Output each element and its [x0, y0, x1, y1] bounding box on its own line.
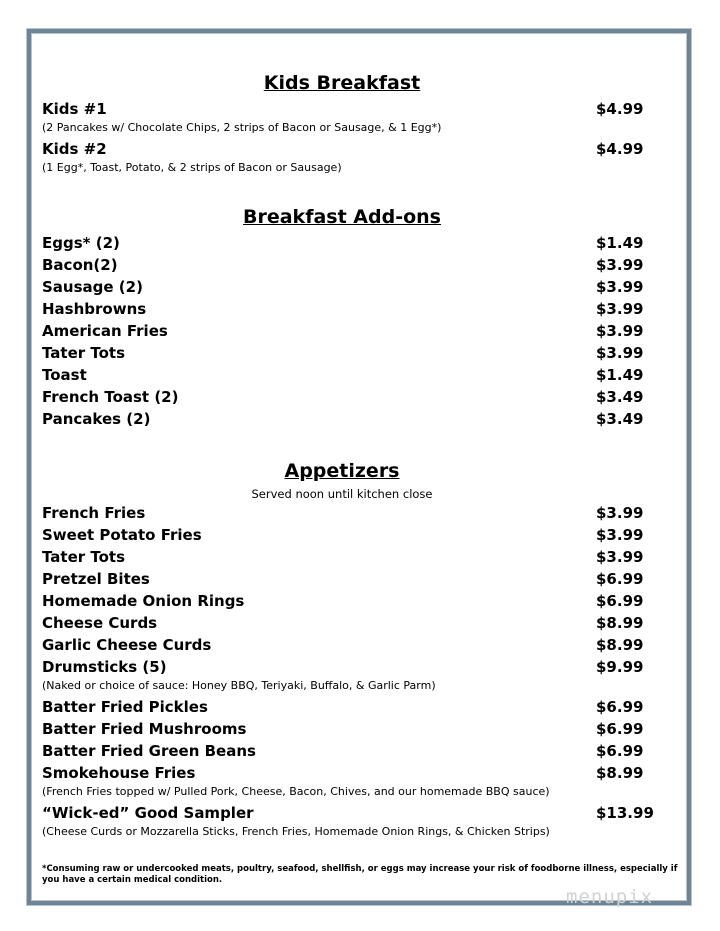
menu-item [42, 342, 642, 364]
menu-item-price: $6.99 [596, 720, 644, 738]
menu-content [42, 68, 654, 842]
menu-item [42, 524, 642, 546]
menu-item-name: Batter Fried Green Beans [42, 742, 256, 760]
section-title-appetizers: Appetizers [284, 460, 400, 482]
menu-item [42, 546, 642, 568]
menu-item [42, 298, 642, 320]
menu-item-name: Sweet Potato Fries [42, 526, 202, 544]
menu-item-price: $3.99 [596, 256, 644, 274]
menu-item-price: $6.99 [596, 592, 644, 610]
menu-item-price: $3.49 [596, 410, 644, 428]
menu-item [42, 590, 642, 612]
menu-item-description: (1 Egg*, Toast, Potato, & 2 strips of Bacon or Sausage) [42, 161, 342, 174]
menu-item-name: “Wick-ed” Good Sampler [42, 804, 254, 822]
menu-item [42, 254, 642, 276]
menu-item-price: $3.99 [596, 322, 644, 340]
menu-item [42, 740, 642, 762]
footnote: *Consuming raw or undercooked meats, poultry, seafood, shellfish, or eggs may increase your risk of foodborne illness, especially if you have a certain medical condition. [42, 864, 678, 885]
menu-item-name: Tater Tots [42, 344, 126, 362]
menu-item-price: $3.99 [596, 344, 644, 362]
menu-item-price: $8.99 [596, 636, 644, 654]
menu-item-price: $8.99 [596, 764, 644, 782]
menu-item [42, 568, 642, 590]
menu-item-name: Hashbrowns [42, 300, 147, 318]
menu-item-name: Tater Tots [42, 548, 126, 566]
menu-item-price: $3.49 [596, 388, 644, 406]
menu-item [42, 232, 642, 254]
menu-item [42, 802, 654, 824]
menu-item-price: $13.99 [596, 804, 654, 822]
menu-item-price: $6.99 [596, 698, 644, 716]
menu-item-price: $8.99 [596, 614, 644, 632]
menu-item-name: French Toast (2) [42, 388, 179, 406]
menu-item-price: $3.99 [596, 300, 644, 318]
menu-item-name: Batter Fried Pickles [42, 698, 208, 716]
section-spacer [42, 430, 642, 456]
menu-item-price: $4.99 [596, 100, 644, 118]
menu-item-price: $3.99 [596, 526, 644, 544]
menu-item-price: $9.99 [596, 658, 644, 676]
watermark-logo: menupix [566, 886, 654, 908]
menu-item [42, 696, 642, 718]
menu-item-name: Drumsticks (5) [42, 658, 167, 676]
section-title-addons: Breakfast Add-ons [243, 206, 441, 228]
menu-item [42, 320, 642, 342]
menu-item [42, 762, 642, 784]
menu-item-name: Homemade Onion Rings [42, 592, 245, 610]
menu-item [42, 656, 642, 678]
menu-item-price: $3.99 [596, 548, 644, 566]
menu-item-name: Bacon(2) [42, 256, 118, 274]
menu-item [42, 98, 642, 120]
menu-item-description: (2 Pancakes w/ Chocolate Chips, 2 strips of Bacon or Sausage, & 1 Egg*) [42, 121, 442, 134]
menu-item [42, 612, 642, 634]
menu-item [42, 364, 642, 386]
menu-item [42, 386, 642, 408]
menu-item-name: American Fries [42, 322, 168, 340]
menu-item [42, 276, 642, 298]
menu-item-price: $3.99 [596, 504, 644, 522]
menu-item-name: Batter Fried Mushrooms [42, 720, 247, 738]
menu-item-name: French Fries [42, 504, 146, 522]
menu-item-price: $1.49 [596, 366, 644, 384]
menu-item-name: Smokehouse Fries [42, 764, 196, 782]
menu-item-price: $1.49 [596, 234, 644, 252]
section-title-kids: Kids Breakfast [263, 72, 421, 94]
menu-item [42, 718, 642, 740]
menu-item-price: $3.99 [596, 278, 644, 296]
menu-item-description: (French Fries topped w/ Pulled Pork, Cheese, Bacon, Chives, and our homemade BBQ sauce) [42, 785, 550, 798]
menu-item-name: Sausage (2) [42, 278, 143, 296]
menu-item-name: Kids #1 [42, 100, 107, 118]
menu-item-name: Toast [42, 366, 87, 384]
section-subtitle: Served noon until kitchen close [251, 487, 433, 501]
menu-item-name: Pretzel Bites [42, 570, 150, 588]
menu-item-name: Cheese Curds [42, 614, 158, 632]
menu-item [42, 634, 642, 656]
menu-item [42, 502, 642, 524]
menu-item [42, 138, 642, 160]
section-spacer [42, 178, 642, 202]
menu-item-price: $6.99 [596, 570, 644, 588]
menu-item-price: $6.99 [596, 742, 644, 760]
menu-item-name: Pancakes (2) [42, 410, 151, 428]
menu-item [42, 408, 642, 430]
menu-item-name: Kids #2 [42, 140, 107, 158]
menu-item-name: Garlic Cheese Curds [42, 636, 212, 654]
menu-item-description: (Naked or choice of sauce: Honey BBQ, Teriyaki, Buffalo, & Garlic Parm) [42, 679, 436, 692]
menu-item-description: (Cheese Curds or Mozzarella Sticks, French Fries, Homemade Onion Rings, & Chicken Strips) [42, 825, 550, 838]
menu-item-name: Eggs* (2) [42, 234, 120, 252]
menu-item-price: $4.99 [596, 140, 644, 158]
